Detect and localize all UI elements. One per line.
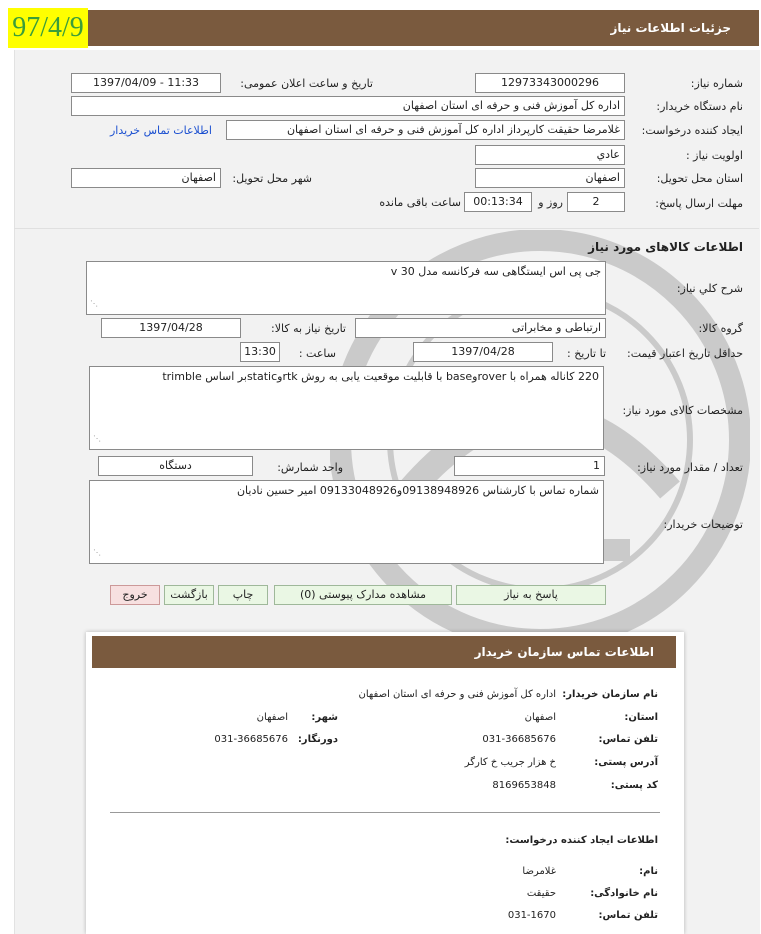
specs-label: مشخصات کالای مورد نیاز: bbox=[622, 404, 743, 417]
contact-postal-value: 8169653848 bbox=[492, 780, 556, 791]
time-left-suffix: ساعت باقی مانده bbox=[379, 196, 461, 209]
group-field: ارتباطی و مخابراتی bbox=[355, 318, 606, 338]
creator-family-label: نام خانوادگی: bbox=[590, 888, 658, 899]
resize-grip-icon[interactable]: ⋰ bbox=[93, 548, 101, 557]
goods-section-title: اطلاعات کالاهای مورد نیاز bbox=[588, 240, 743, 254]
date-stamp: 97/4/9 bbox=[8, 8, 88, 48]
notes-text: شماره تماس با کارشناس 09138948926و09133048926 امیر حسین نادیان bbox=[236, 484, 599, 497]
contact-province-label: استان: bbox=[624, 712, 658, 723]
resize-grip-icon[interactable]: ⋰ bbox=[93, 434, 101, 443]
summary-label: شرح کلي نیاز: bbox=[676, 282, 743, 295]
contact-phone-value: 031-36685676 bbox=[482, 734, 556, 745]
contact-city-value: اصفهان bbox=[256, 712, 288, 723]
unit-label: واحد شمارش: bbox=[277, 461, 343, 474]
contact-phone-label: تلفن تماس: bbox=[598, 734, 658, 745]
hour-label: ساعت : bbox=[298, 347, 336, 360]
price-valid-label: حداقل تاریخ اعتبار قیمت: bbox=[627, 347, 743, 360]
creator-phone-label: تلفن تماس: bbox=[598, 910, 658, 921]
creator-section-title: اطلاعات ایجاد کننده درخواست: bbox=[505, 835, 658, 846]
qty-label: تعداد / مقدار مورد نیاز: bbox=[637, 461, 743, 474]
creator-phone-value: 031-1670 bbox=[507, 910, 556, 921]
buyer-contact-link[interactable]: اطلاعات تماس خریدار bbox=[110, 124, 212, 137]
announce-field: 1397/04/09 - 11:33 bbox=[71, 73, 221, 93]
creator-name-label: نام: bbox=[639, 866, 658, 877]
contact-postal-label: کد پستی: bbox=[610, 780, 658, 791]
specs-text: 220 کاناله همراه با roverوbase با قابلیت موقعیت یابی به روش rtkوstaticبر اساس trimble bbox=[162, 370, 599, 383]
until-date-field: 1397/04/28 bbox=[413, 342, 553, 362]
city-field: اصفهان bbox=[71, 168, 221, 188]
exit-button[interactable]: خروج bbox=[110, 585, 160, 605]
announce-label: تاریخ و ساعت اعلان عمومی: bbox=[240, 77, 373, 90]
reply-button[interactable]: پاسخ به نیاز bbox=[456, 585, 606, 605]
unit-field: دستگاه bbox=[98, 456, 253, 476]
summary-text: جی پی اس ایستگاهی سه فرکانسه مدل v 30 bbox=[390, 265, 601, 278]
need-number-label: شماره نیاز: bbox=[690, 77, 743, 90]
page-title: جزئیات اطلاعات نیاز bbox=[8, 10, 759, 46]
back-button[interactable]: بازگشت bbox=[164, 585, 214, 605]
contact-city-label: شهر: bbox=[311, 712, 338, 723]
creator-name-value: غلامرضا bbox=[522, 866, 556, 877]
until-date-label: تا تاریخ : bbox=[567, 347, 606, 360]
province-field: اصفهان bbox=[475, 168, 625, 188]
need-date-field: 1397/04/28 bbox=[101, 318, 241, 338]
city-label: شهر محل تحویل: bbox=[232, 172, 312, 185]
days-word: روز و bbox=[538, 196, 563, 209]
contact-address-value: خ هزار جریب خ کارگر bbox=[464, 757, 556, 768]
priority-field: عادي bbox=[475, 145, 625, 165]
deadline-label: مهلت ارسال پاسخ: bbox=[655, 197, 743, 210]
contact-org-label: نام سازمان خریدار: bbox=[562, 689, 658, 700]
contact-province-value: اصفهان bbox=[524, 712, 556, 723]
contact-address-label: آدرس پستی: bbox=[594, 757, 658, 768]
card-divider bbox=[110, 812, 660, 813]
divider bbox=[14, 228, 759, 229]
group-label: گروه کالا: bbox=[698, 322, 743, 335]
notes-label: توضیحات خریدار: bbox=[663, 518, 743, 531]
contact-card-title: اطلاعات تماس سازمان خریدار bbox=[92, 636, 676, 668]
contact-fax-label: دورنگار: bbox=[297, 734, 338, 745]
time-left-field: 00:13:34 bbox=[464, 192, 532, 212]
need-date-label: تاریخ نیاز به کالا: bbox=[271, 322, 346, 335]
notes-field bbox=[89, 480, 604, 564]
specs-field bbox=[89, 366, 604, 450]
requester-label: ایجاد کننده درخواست: bbox=[641, 124, 743, 137]
need-number-field: 12973343000296 bbox=[475, 73, 625, 93]
requester-field: غلامرضا حقیقت کارپرداز اداره کل آموزش فنی و حرفه ای استان اصفهان bbox=[226, 120, 625, 140]
buyer-org-label: نام دستگاه خریدار: bbox=[656, 100, 743, 113]
buyer-org-field: اداره کل آموزش فنی و حرفه ای استان اصفهان bbox=[71, 96, 625, 116]
contact-fax-value: 031-36685676 bbox=[214, 734, 288, 745]
hour-field: 13:30 bbox=[240, 342, 280, 362]
resize-grip-icon[interactable]: ⋰ bbox=[90, 299, 98, 308]
qty-field: 1 bbox=[454, 456, 605, 476]
print-button[interactable]: چاپ bbox=[218, 585, 268, 605]
days-field: 2 bbox=[567, 192, 625, 212]
contact-org-value: اداره کل آموزش فنی و حرفه ای استان اصفهان bbox=[358, 689, 556, 700]
priority-label: اولویت نیاز : bbox=[685, 149, 743, 162]
province-label: استان محل تحویل: bbox=[656, 172, 743, 185]
creator-family-value: حقیقت bbox=[526, 888, 556, 899]
attachments-button[interactable]: مشاهده مدارک پیوستی (0) bbox=[274, 585, 452, 605]
summary-field bbox=[86, 261, 606, 315]
